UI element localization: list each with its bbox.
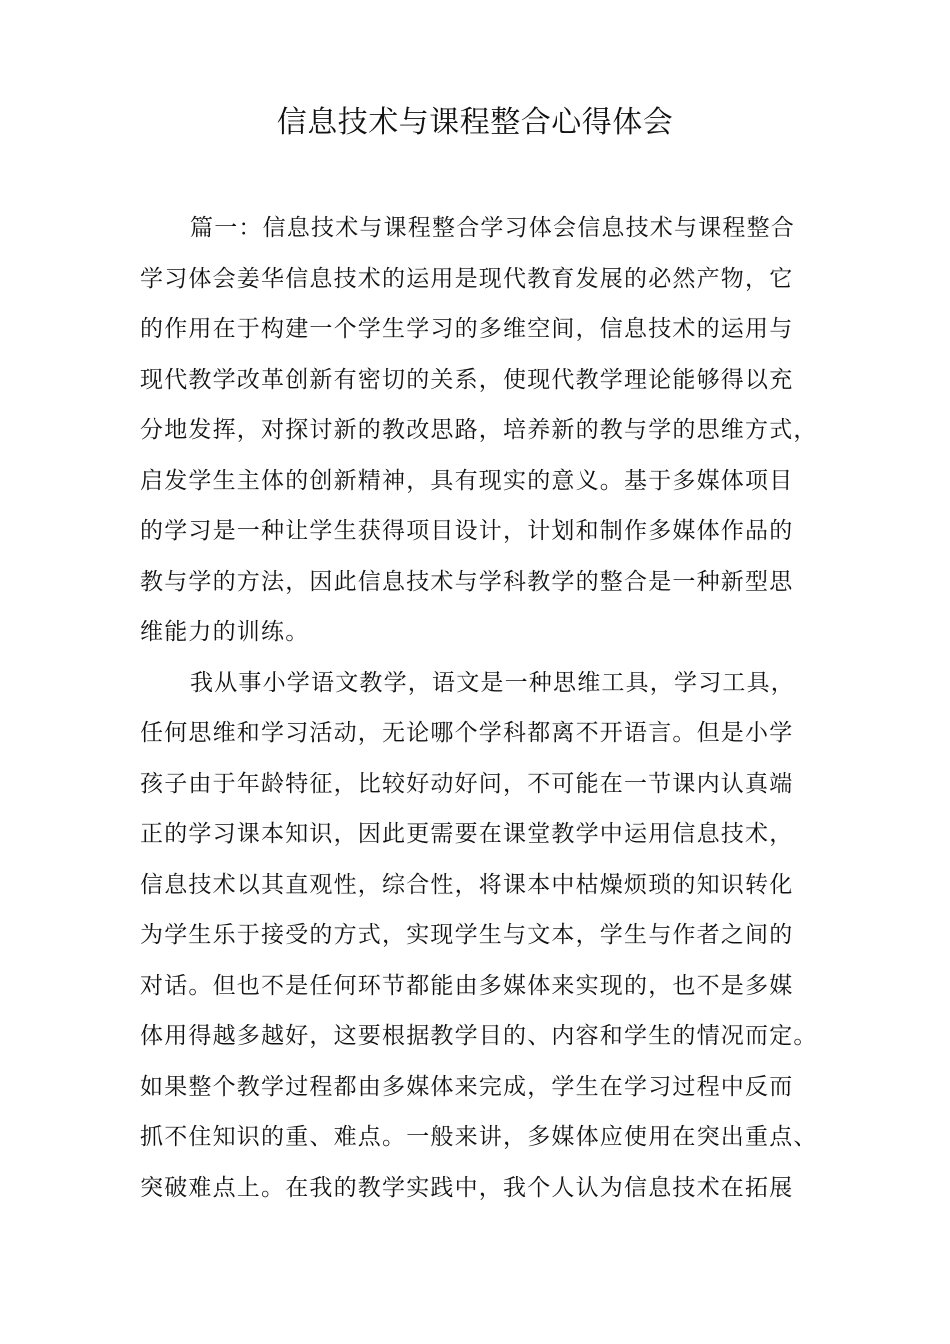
paragraph-line: 我从事小学语文教学，语文是一种思维工具，学习工具， [190, 669, 795, 696]
paragraph-line: 对话。但也不是任何环节都能由多媒体来实现的，也不是多媒 [140, 972, 794, 999]
paragraph-line: 为学生乐于接受的方式，实现学生与文本，学生与作者之间的 [140, 922, 794, 948]
paragraph-line: 孩子由于年龄特征，比较好动好问，不可能在一节课内认真端 [140, 770, 794, 797]
paragraph-line: 维能力的训练。 [140, 619, 310, 645]
paragraph-line: 分地发挥，对探讨新的教改思路，培养新的教与学的思维方式， [140, 417, 818, 443]
paragraph-line: 篇一：信息技术与课程整合学习体会信息技术与课程整合 [190, 215, 795, 241]
paragraph-line: 任何思维和学习活动，无论哪个学科都离不开语言。但是小学 [140, 720, 794, 746]
paragraph-line: 正的学习课本知识，因此更需要在课堂教学中运用信息技术， [140, 821, 794, 847]
paragraph-line: 抓不住知识的重、难点。一般来讲，多媒体应使用在突出重点、 [140, 1124, 818, 1150]
paragraph-line: 启发学生主体的创新精神，具有现实的意义。基于多媒体项目 [140, 467, 794, 494]
paragraph-line: 现代教学改革创新有密切的关系，使现代教学理论能够得以充 [140, 366, 794, 393]
document-title: 信息技术与课程整合心得体会 [276, 105, 674, 140]
paragraph-line: 如果整个教学过程都由多媒体来完成，学生在学习过程中反而 [140, 1073, 794, 1100]
paragraph-line: 信息技术以其直观性，综合性，将课本中枯燥烦琐的知识转化 [140, 871, 794, 898]
paragraph-line: 教与学的方法，因此信息技术与学科教学的整合是一种新型思 [140, 568, 794, 595]
paragraph-line: 体用得越多越好，这要根据教学目的、内容和学生的情况而定。 [140, 1023, 818, 1049]
paragraph-line: 的学习是一种让学生获得项目设计，计划和制作多媒体作品的 [140, 518, 794, 544]
paragraph-line: 学习体会姜华信息技术的运用是现代教育发展的必然产物，它 [140, 265, 794, 292]
document-body [140, 203, 860, 1213]
paragraph-line: 的作用在于构建一个学生学习的多维空间，信息技术的运用与 [140, 316, 794, 342]
paragraph-line: 突破难点上。在我的教学实践中，我个人认为信息技术在拓展 [140, 1174, 794, 1201]
